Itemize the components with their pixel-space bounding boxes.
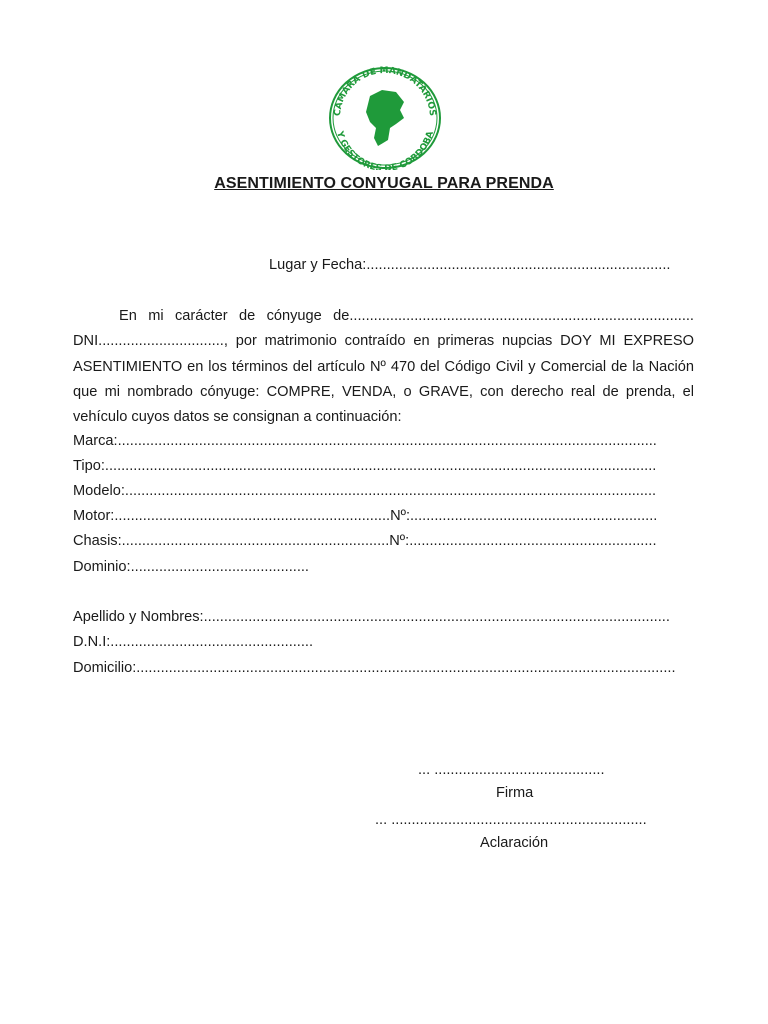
apellido-nombres-field: Apellido y Nombres:................................................................................................................... <box>73 609 670 625</box>
firma-label: Firma <box>496 785 534 801</box>
firma-line: ... .......................................... <box>418 762 605 778</box>
dominio-field: Dominio:............................................ <box>73 559 309 575</box>
dni-field: D.N.I:.................................................. <box>73 634 314 650</box>
paragraph-body: DNI..............................., por matrimonio contraído en primeras nupcias DOY MI EXPRESO ASENTIMIENTO en los términos del artículo Nº 470 del Código Civil y Comercial de la Nación que mi nombrado cónyuge: COMPRE, VENDA, o GRAVE, con derecho real de prenda, el vehículo cuyos datos se consignan a continuación: <box>73 333 694 426</box>
consent-paragraph <box>73 304 694 430</box>
aclaracion-line: ... ............................................................... <box>375 812 647 828</box>
domicilio-field: Domicilio:..................................................................................................................................... <box>73 660 676 676</box>
aclaracion-label: Aclaración <box>480 835 549 851</box>
lugar-fecha-line: Lugar y Fecha:........................................................................... <box>269 257 671 273</box>
svg-text:Y GESTORES DE CORDOBA: Y GESTORES DE CORDOBA <box>334 130 436 170</box>
document-title: ASENTIMIENTO CONYUGAL PARA PRENDA <box>214 175 554 192</box>
logo-seal-icon <box>326 66 444 170</box>
modelo-field: Modelo:................................................................................................................................... <box>73 483 657 499</box>
svg-text:CAMARA DE MANDATARIOS: CAMARA DE MANDATARIOS <box>332 66 438 117</box>
camara-logo <box>326 66 444 170</box>
motor-field: Motor:....................................................................Nº:............................................................. <box>73 508 658 524</box>
chasis-field: Chasis:..................................................................Nº:............................................................. <box>73 533 657 549</box>
paragraph-first-line: En mi carácter de cónyuge de..................................................................................... <box>119 308 694 324</box>
tipo-field: Tipo:........................................................................................................................................ <box>73 458 657 474</box>
marca-field: Marca:..................................................................................................................................... <box>73 433 657 449</box>
